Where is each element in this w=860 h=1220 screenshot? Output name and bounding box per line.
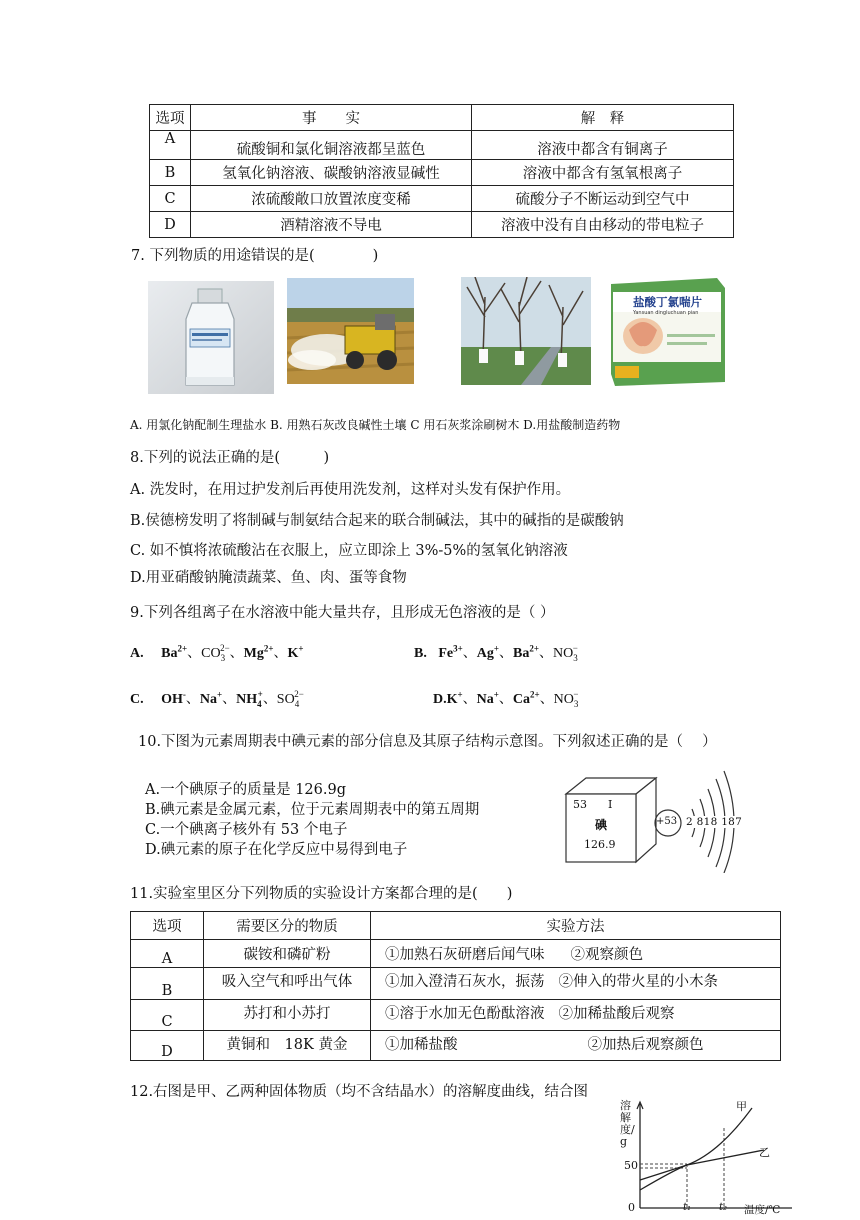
q8-option-a: A. 洗发时，在用过护发剂后再使用洗发剂，这样对头发有保护作用。 [130, 482, 571, 498]
tick-50: 50 [624, 1159, 638, 1172]
method-2: ②伸入的带火星的小木条 [558, 974, 718, 990]
q8-option-d: D.用亚硝酸钠腌渍蔬菜、鱼、肉、蛋等食物 [130, 570, 407, 586]
th-option: 选项 [131, 912, 204, 940]
row-subject: 吸入空气和呼出气体 [204, 968, 371, 1000]
method-1: ①加稀盐酸 [385, 1037, 458, 1053]
q9-option-d: D.K+、Na+、$Ca^{2+}$、$NO_3^-$ [433, 689, 579, 709]
q10-option-b: B.碘元素是金属元素，位于元素周期表中的第五周期 [145, 802, 480, 818]
q12-stem: 12.右图是甲、乙两种固体物质（均不含结晶水）的溶解度曲线，结合图 [130, 1084, 589, 1100]
series-a-label: 甲 [736, 1100, 747, 1113]
x-axis-label: 温度/℃ [744, 1204, 781, 1216]
q10-option-c: C.一个碘离子核外有 53 个电子 [145, 822, 348, 838]
q9-option-c: C. OH-、Na+、$NH_4^+$、$SO_4^{2-}$ [130, 689, 304, 709]
q8-option-c: C. 如不慎将浓硫酸沾在衣服上，应立即涂上 3%-5%的氢氧化钠溶液 [130, 543, 568, 559]
element-number: 53 [573, 798, 587, 811]
q9-option-b: B. $Fe^{3+}$、Ag+、$Ba^{2+}$、$NO_3^-$ [414, 643, 578, 663]
photo-medicine-box [607, 274, 729, 388]
q9-label-c: C. [130, 692, 144, 707]
th-fact: 事 实 [191, 105, 472, 131]
q8-option-b: B.侯德榜发明了将制碱与制氨结合起来的联合制碱法，其中的碱指的是碳酸钠 [130, 513, 624, 529]
row-method [371, 940, 781, 968]
q7-caption: A. 用氯化钠配制生理盐水 B. 用熟石灰改良碱性土壤 C 用石灰浆涂刷树木 D.用盐酸制造药物 [130, 418, 621, 432]
th-method: 实验方法 [371, 912, 781, 940]
row-option: A [150, 131, 191, 160]
q9-label-b: B. [414, 646, 427, 661]
row-explain: 溶液中都含有氢氧根离子 [472, 160, 734, 186]
atom-nucleus: +53 [656, 816, 678, 827]
medicine-box-title: 盐酸丁氯喘片 [633, 295, 702, 309]
th-explain: 解 释 [472, 105, 734, 131]
q11-stem: 11.实验室里区分下列物质的实验设计方案都合理的是( ) [130, 886, 513, 902]
row-fact: 浓硫酸敞口放置浓度变稀 [191, 186, 472, 212]
row-fact: 氢氧化钠溶液、碳酸钠溶液显碱性 [191, 160, 472, 186]
row-explain: 硫酸分子不断运动到空气中 [472, 186, 734, 212]
row-option: B [131, 968, 204, 1000]
q10-option-a: A.一个碘原子的质量是 126.9g [145, 782, 346, 798]
tick-t1: t₁ [683, 1202, 692, 1213]
th-option: 选项 [150, 105, 191, 131]
row-subject: 苏打和小苏打 [204, 1000, 371, 1031]
q9-label-d: D. [433, 692, 447, 707]
row-explain: 溶液中都含有铜离子 [472, 131, 734, 160]
solubility-chart [614, 1098, 800, 1216]
element-mass: 126.9 [584, 838, 616, 851]
photo-lime-spreader [287, 278, 414, 384]
q9-option-a: A. $Ba^{2+}$、$CO_3^{2-}$、$Mg^{2+}$、K+ [130, 643, 304, 663]
series-a-curve [640, 1108, 752, 1190]
method-1: ①加熟石灰研磨后闻气味 [385, 947, 545, 963]
row-subject: 碳铵和磷矿粉 [204, 940, 371, 968]
row-option: B [150, 160, 191, 186]
row-fact: 酒精溶液不导电 [191, 212, 472, 238]
q8-stem: 8.下列的说法正确的是( ) [130, 450, 330, 466]
q9-stem: 9.下列各组离子在水溶液中能大量共存，且形成无色溶液的是（ ） [130, 605, 555, 621]
q9-label-a: A. [130, 646, 144, 661]
series-b-curve [640, 1150, 764, 1180]
element-name: 碘 [595, 818, 608, 832]
method-2: ②观察颜色 [570, 947, 643, 963]
method-1: ①溶于水加无色酚酞溶液 [385, 1006, 545, 1022]
series-b-label: 乙 [759, 1146, 770, 1159]
row-option: A [131, 940, 204, 968]
row-method [371, 1000, 781, 1031]
row-method [371, 1031, 781, 1061]
row-option: D [131, 1031, 204, 1061]
row-method [371, 968, 781, 1000]
atom-shells: 2 818 187 [686, 816, 743, 828]
iodine-atom-diagram [648, 765, 746, 873]
medicine-box-subtitle: Yansuan dingluchuan pian [633, 310, 699, 316]
facts-table [149, 104, 734, 238]
experiment-table [130, 911, 781, 1061]
row-subject: 黄铜和 18K 黄金 [204, 1031, 371, 1061]
row-option: C [131, 1000, 204, 1031]
th-subject: 需要区分的物质 [204, 912, 371, 940]
tick-0: 0 [628, 1201, 635, 1214]
photo-whitewashed-trees [461, 277, 591, 385]
row-explain: 溶液中没有自由移动的带电粒子 [472, 212, 734, 238]
y-axis-label: 溶解度/g [620, 1099, 635, 1148]
row-option: D [150, 212, 191, 238]
row-fact: 硫酸铜和氯化铜溶液都呈蓝色 [191, 131, 472, 160]
method-2: ②加热后观察颜色 [587, 1037, 704, 1053]
element-symbol: I [608, 798, 613, 811]
q10-option-d: D.碘元素的原子在化学反应中易得到电子 [145, 842, 408, 858]
method-2: ②加稀盐酸后观察 [558, 1006, 675, 1022]
tick-t2: t₂ [719, 1202, 728, 1213]
method-1: ①加入澄清石灰水，振荡 [385, 974, 545, 990]
row-option: C [150, 186, 191, 212]
photo-saline-bottle [148, 281, 274, 394]
q10-stem: 10.下图为元素周期表中碘元素的部分信息及其原子结构示意图。下列叙述正确的是（ ） [138, 734, 717, 750]
q7-stem: 7. 下列物质的用途错误的是( ) [131, 248, 379, 264]
